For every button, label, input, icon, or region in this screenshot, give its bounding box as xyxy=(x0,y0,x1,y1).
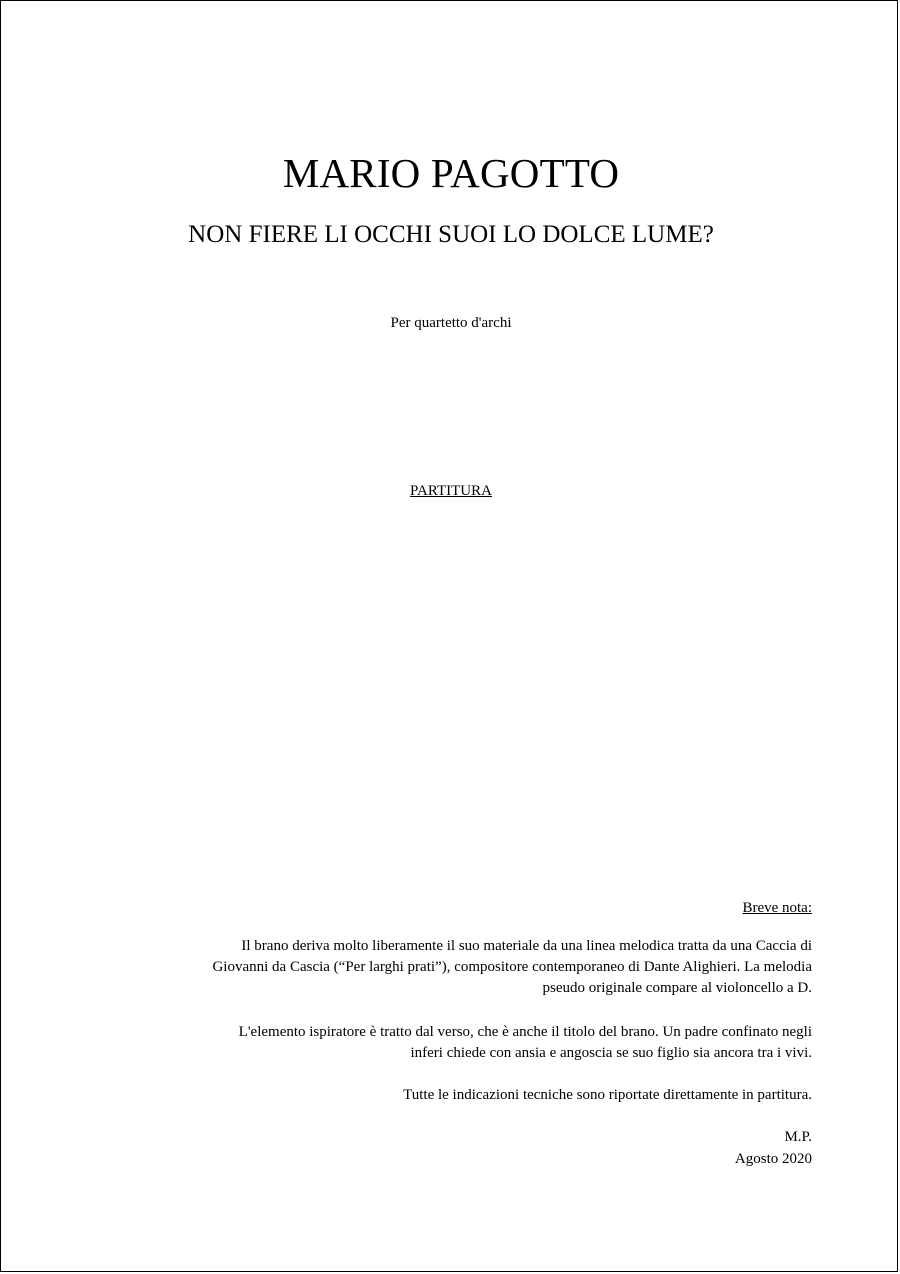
note-paragraph-1 xyxy=(92,936,812,999)
note-paragraph-1-line: Giovanni da Cascia (“Per larghi prati”), compositore contemporaneo di Dante Alighieri. La melodia xyxy=(212,959,812,975)
note-paragraph-1-line: Il brano deriva molto liberamente il suo materiale da una linea melodica tratta da una Caccia di xyxy=(241,938,812,954)
note-paragraph-2-line: L'elemento ispiratore è tratto dal verso, che è anche il titolo del brano. Un padre confinato negli xyxy=(238,1024,812,1040)
note-paragraph-1-line: pseudo originale compare al violoncello a D. xyxy=(542,980,812,996)
note-paragraph-2-line: inferi chiede con ansia e angoscia se suo figlio sia ancora tra i vivi. xyxy=(410,1045,812,1061)
note-date: Agosto 2020 xyxy=(734,1151,812,1167)
work-title: NON FIERE LI OCCHI SUOI LO DOLCE LUME? xyxy=(188,221,714,248)
note-paragraph-2 xyxy=(92,1022,812,1064)
note-heading: Breve nota: xyxy=(742,900,812,916)
score-label: PARTITURA xyxy=(410,483,492,499)
note-paragraph-3: Tutte le indicazioni tecniche sono riportate direttamente in partitura. xyxy=(403,1087,812,1103)
instrumentation: Per quartetto d'archi xyxy=(390,315,512,331)
composer-name: MARIO PAGOTTO xyxy=(282,150,620,196)
author-initials: M.P. xyxy=(784,1129,812,1145)
